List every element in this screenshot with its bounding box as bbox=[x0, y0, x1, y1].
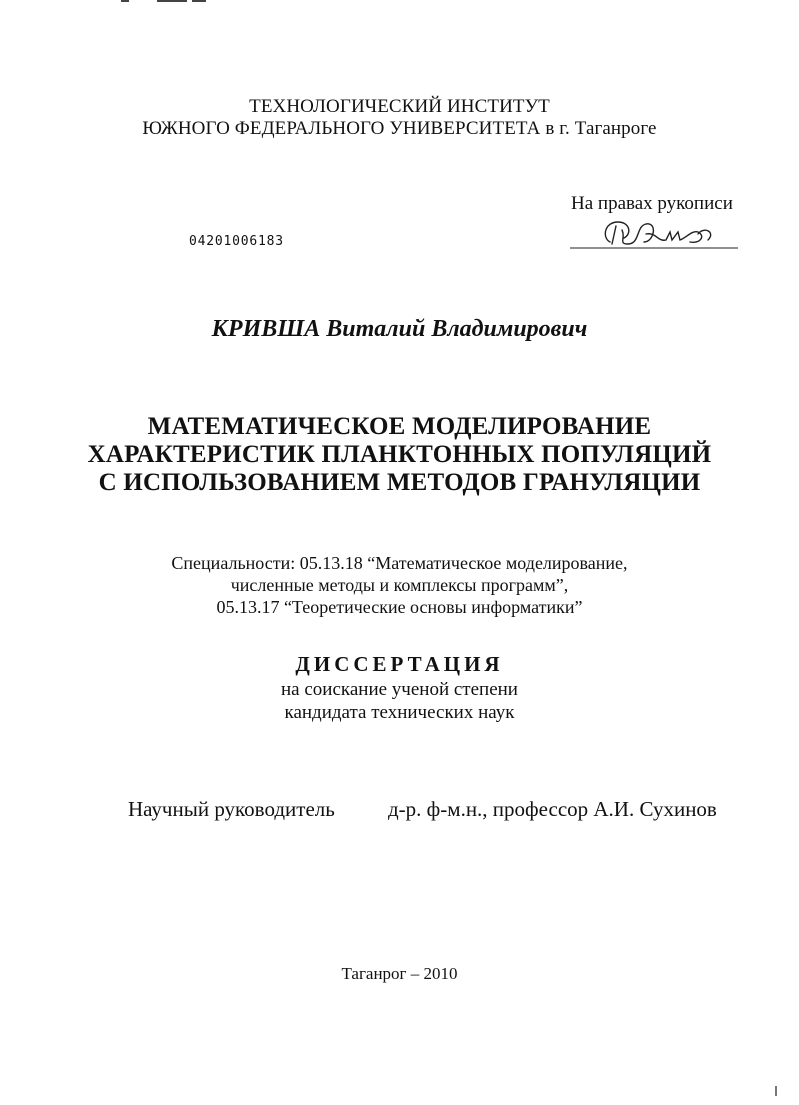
dissertation-label: ДИССЕРТАЦИЯ bbox=[295, 652, 504, 676]
specialties-line-1: Специальности: 05.13.18 “Математическое моделирование, bbox=[171, 553, 628, 573]
dissertation-title bbox=[0, 413, 799, 497]
title-line-2: ХАРАКТЕРИСТИК ПЛАНКТОННЫХ ПОПУЛЯЦИЙ bbox=[87, 441, 712, 468]
scan-mark bbox=[157, 0, 187, 2]
advisor-label: Научный руководитель bbox=[128, 797, 335, 821]
specialties-line-2: численные методы и комплексы программ”, bbox=[230, 575, 569, 595]
scan-mark bbox=[192, 0, 206, 2]
author-given-names: Виталий Владимирович bbox=[326, 316, 588, 342]
document-code: 04201006183 bbox=[189, 234, 284, 249]
specialties bbox=[0, 552, 799, 618]
institute-line-1: ТЕХНОЛОГИЧЕСКИЙ ИНСТИТУТ bbox=[249, 96, 550, 117]
degree-statement bbox=[0, 678, 799, 724]
title-line-1: МАТЕМАТИЧЕСКОЕ МОДЕЛИРОВАНИЕ bbox=[147, 413, 652, 440]
author-signature bbox=[566, 212, 741, 254]
specialties-line-3: 05.13.17 “Теоретические основы информатики” bbox=[216, 597, 583, 617]
author-surname: КРИВША bbox=[211, 316, 321, 342]
title-line-3: С ИСПОЛЬЗОВАНИЕМ МЕТОДОВ ГРАНУЛЯЦИИ bbox=[98, 469, 701, 496]
institute-header bbox=[0, 96, 799, 140]
degree-line-1: на соискание ученой степени bbox=[281, 679, 518, 700]
scan-mark bbox=[775, 1086, 777, 1096]
degree-line-2: кандидата технических наук bbox=[284, 702, 515, 723]
advisor-name: д-р. ф-м.н., профессор А.И. Сухинов bbox=[388, 797, 717, 821]
scan-mark bbox=[121, 0, 129, 2]
city-year: Таганрог – 2010 bbox=[341, 964, 458, 983]
manuscript-note: На правах рукописи bbox=[571, 193, 733, 214]
institute-line-2: ЮЖНОГО ФЕДЕРАЛЬНОГО УНИВЕРСИТЕТА в г. Таганроге bbox=[142, 118, 657, 139]
author-name bbox=[0, 316, 799, 343]
